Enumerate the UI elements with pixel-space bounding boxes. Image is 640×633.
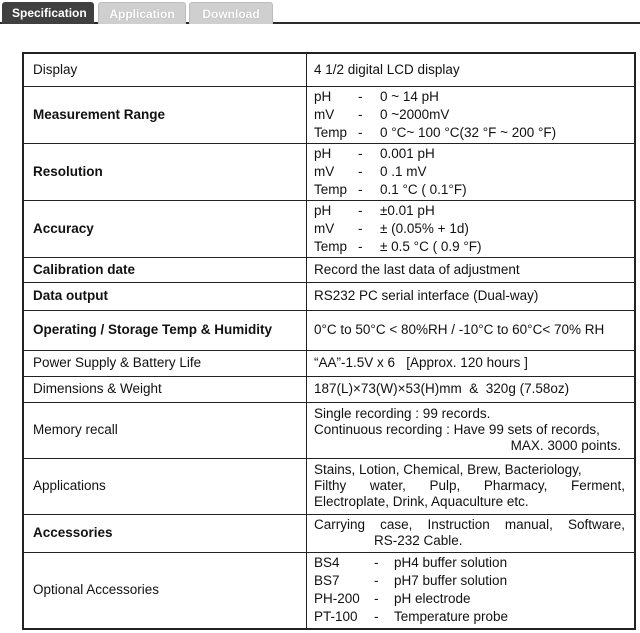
spec-value	[307, 143, 636, 200]
value-line	[314, 145, 625, 163]
unit-value: 0.001 pH	[380, 145, 435, 161]
unit-value: 0 ~2000mV	[380, 106, 450, 122]
value-line: Stains, Lotion, Chemical, Brew, Bacteriology,	[314, 462, 582, 477]
spec-value	[307, 200, 636, 257]
separator: -	[358, 124, 363, 140]
row-data-output	[23, 282, 635, 310]
unit-value: 0.1 °C ( 0.1°F)	[380, 181, 467, 197]
spec-label: Applications	[23, 458, 307, 514]
separator: -	[358, 202, 363, 218]
spec-label: Power Supply & Battery Life	[23, 350, 307, 376]
unit-key: mV	[314, 163, 335, 179]
unit-value: 0 °C~ 100 °C(32 °F ~ 200 °F)	[380, 124, 557, 140]
value-line	[314, 106, 625, 124]
unit-key: Temp	[314, 238, 348, 254]
row-power-supply	[23, 350, 635, 376]
unit-value: 0 ~ 14 pH	[380, 88, 439, 104]
row-display	[23, 53, 635, 86]
spec-value	[307, 86, 636, 143]
spec-value: 4 1/2 digital LCD display	[307, 53, 636, 86]
value-line	[314, 163, 625, 181]
specification-table	[22, 52, 636, 630]
value-line	[314, 572, 625, 590]
tab-application[interactable]: Application	[98, 2, 186, 24]
spec-label: Measurement Range	[23, 86, 307, 143]
spec-value	[307, 402, 636, 458]
spec-label: Operating / Storage Temp & Humidity	[23, 310, 307, 350]
value-line	[314, 220, 625, 238]
spec-label: Memory recall	[23, 402, 307, 458]
separator: -	[374, 555, 379, 571]
spec-value	[307, 458, 636, 514]
tab-bar	[0, 0, 640, 24]
row-optional-accessories	[23, 552, 635, 629]
row-applications	[23, 458, 635, 514]
unit-key: Temp	[314, 181, 348, 197]
row-resolution	[23, 143, 635, 200]
accessory-code: BS4	[314, 555, 340, 571]
row-dimensions	[23, 376, 635, 402]
spec-label: Accessories	[23, 514, 307, 552]
spec-label: Display	[23, 53, 307, 86]
spec-value: 187(L)×73(W)×53(H)mm & 320g (7.58oz)	[307, 376, 636, 402]
value-line	[314, 124, 625, 142]
separator: -	[374, 591, 379, 607]
row-calibration-date	[23, 257, 635, 282]
tab-specification[interactable]: Specification	[2, 2, 94, 24]
unit-value: ± (0.05% + 1d)	[380, 220, 469, 236]
accessory-desc: pH electrode	[394, 591, 471, 607]
value-line: Carrying case, Instruction manual, Software,	[314, 517, 625, 532]
value-line: Electroplate, Drink, Aquaculture etc.	[314, 494, 529, 509]
accessory-code: PH-200	[314, 591, 360, 607]
unit-key: mV	[314, 106, 335, 122]
unit-value: 0 .1 mV	[380, 163, 427, 179]
row-operating-temp	[23, 310, 635, 350]
separator: -	[358, 88, 363, 104]
unit-value: ± 0.5 °C ( 0.9 °F)	[380, 238, 482, 254]
accessory-code: PT-100	[314, 609, 358, 625]
spec-label: Resolution	[23, 143, 307, 200]
row-accuracy	[23, 200, 635, 257]
accessory-code: BS7	[314, 573, 340, 589]
spec-value	[307, 514, 636, 552]
value-line	[314, 238, 625, 256]
value-line	[314, 608, 625, 626]
separator: -	[358, 163, 363, 179]
unit-value: ±0.01 pH	[380, 202, 435, 218]
value-line: Single recording : 99 records.	[314, 406, 491, 421]
value-line	[314, 88, 625, 106]
separator: -	[358, 238, 363, 254]
spec-value: 0°C to 50°C < 80%RH / -10°C to 60°C< 70% RH	[307, 310, 636, 350]
value-line	[314, 202, 625, 220]
separator: -	[374, 573, 379, 589]
row-measurement-range	[23, 86, 635, 143]
spec-label: Accuracy	[23, 200, 307, 257]
value-line	[314, 181, 625, 199]
accessory-desc: pH7 buffer solution	[394, 573, 508, 589]
spec-value: Record the last data of adjustment	[307, 257, 636, 282]
separator: -	[358, 145, 363, 161]
spec-label: Dimensions & Weight	[23, 376, 307, 402]
row-memory-recall	[23, 402, 635, 458]
value-line	[314, 590, 625, 608]
spec-label: Data output	[23, 282, 307, 310]
value-line: Continuous recording : Have 99 sets of records,	[314, 422, 600, 437]
spec-label: Calibration date	[23, 257, 307, 282]
separator: -	[358, 181, 363, 197]
value-line: RS-232 Cable.	[374, 533, 463, 548]
tab-download[interactable]: Download	[189, 2, 273, 24]
row-accessories	[23, 514, 635, 552]
value-line: Filthy water, Pulp, Pharmacy, Ferment,	[314, 478, 625, 493]
separator: -	[358, 106, 363, 122]
unit-key: pH	[314, 88, 332, 104]
accessory-desc: pH4 buffer solution	[394, 555, 508, 571]
value-line: MAX. 3000 points.	[510, 438, 621, 453]
spec-value: “AA”-1.5V x 6 [Approx. 120 hours ]	[307, 350, 636, 376]
accessory-desc: Temperature probe	[394, 609, 509, 625]
spec-label: Optional Accessories	[23, 552, 307, 629]
spec-value	[307, 552, 636, 629]
unit-key: Temp	[314, 124, 348, 140]
separator: -	[358, 220, 363, 236]
unit-key: pH	[314, 145, 332, 161]
unit-key: pH	[314, 202, 332, 218]
value-line	[314, 554, 625, 572]
separator: -	[374, 609, 379, 625]
spec-value: RS232 PC serial interface (Dual-way)	[307, 282, 636, 310]
unit-key: mV	[314, 220, 335, 236]
